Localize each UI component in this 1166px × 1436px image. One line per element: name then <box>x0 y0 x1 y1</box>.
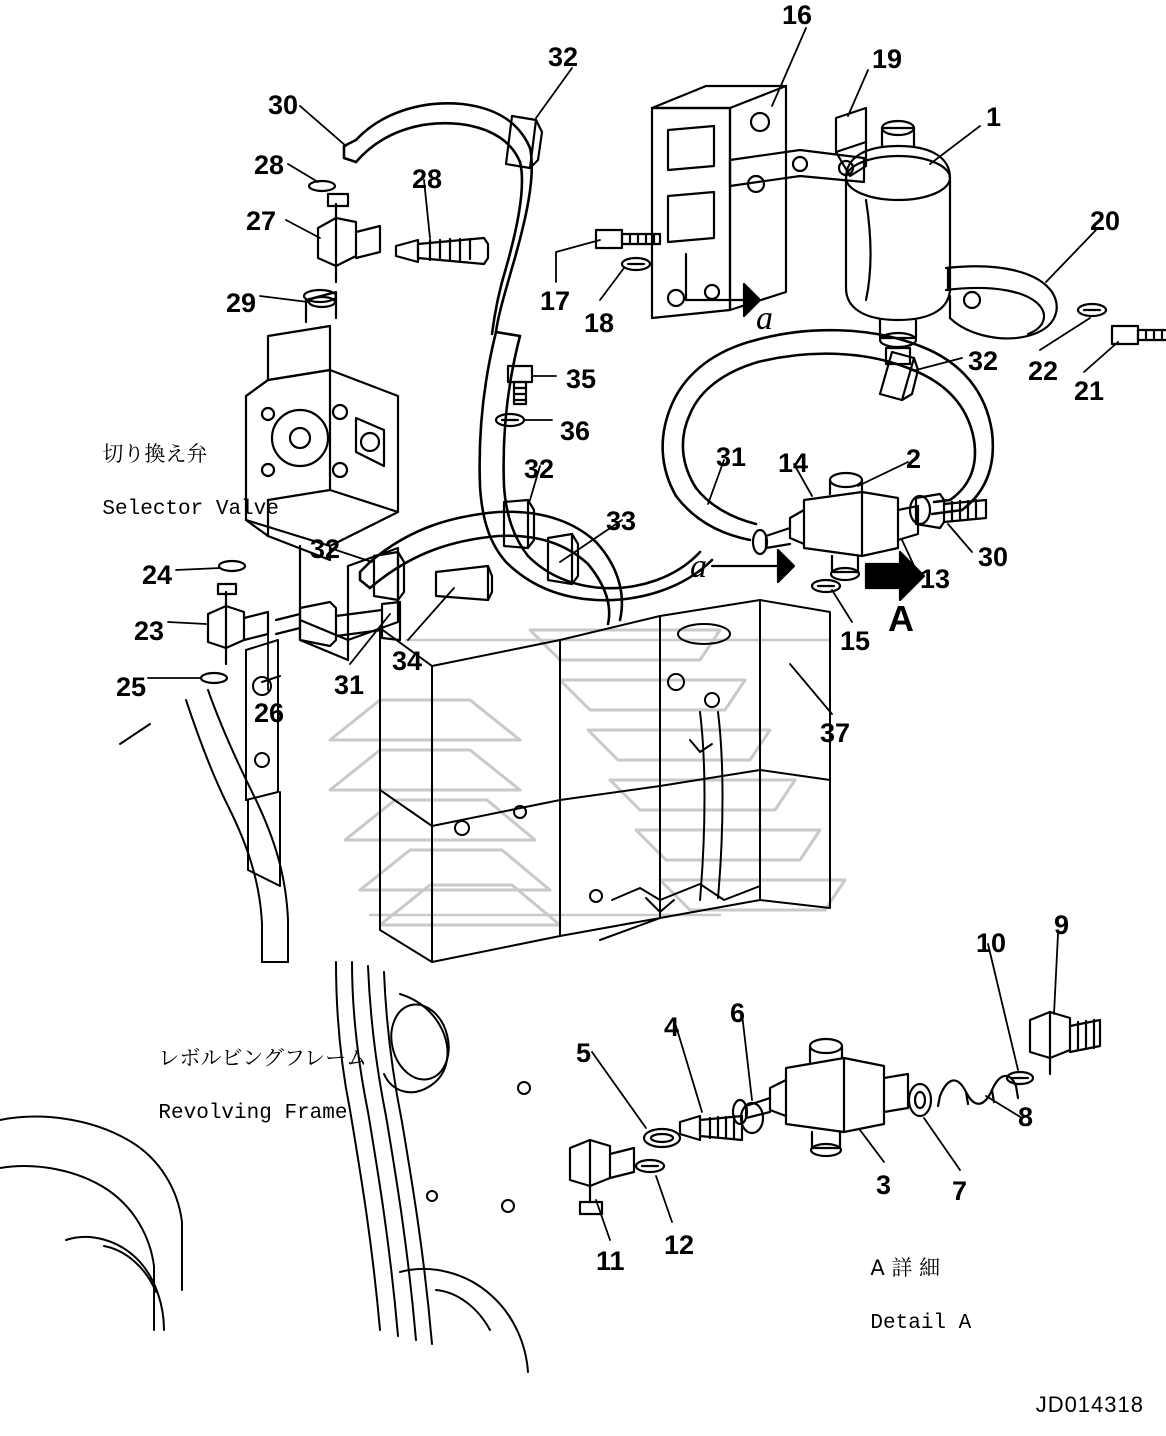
callout-4: 4 <box>664 1012 680 1042</box>
callout-15: 15 <box>840 626 871 656</box>
callout-14: 14 <box>778 448 809 478</box>
section-letter-a-top: a <box>756 300 773 337</box>
callout-30: 30 <box>978 542 1009 572</box>
callout-26: 26 <box>254 698 285 728</box>
fitting-27 <box>318 194 380 282</box>
callout-33: 33 <box>606 506 637 536</box>
document-id: JD014318 <box>1035 1392 1144 1417</box>
callout-32: 32 <box>968 346 999 376</box>
callout-9: 9 <box>1054 910 1070 940</box>
callout-18: 18 <box>584 308 615 338</box>
callout-32: 32 <box>524 454 555 484</box>
callout-2: 2 <box>906 444 922 474</box>
oring-10 <box>1007 1072 1033 1084</box>
callout-29: 29 <box>226 288 257 318</box>
label-selector-valve-jp: 切り換え弁 <box>102 442 208 467</box>
callout-23: 23 <box>134 616 165 646</box>
stud-4 <box>680 1116 742 1140</box>
detail-a-valve-3 <box>733 1039 908 1156</box>
label-detail-a-jp: A 詳 細 <box>870 1256 941 1281</box>
section-arrow-a-mid <box>712 550 794 582</box>
washer-6 <box>741 1103 763 1133</box>
callout-28: 28 <box>412 164 443 194</box>
fitting-11 <box>570 1140 634 1214</box>
section-letter-a-mid: a <box>690 548 707 585</box>
bolt-21 <box>1112 326 1166 344</box>
callout-35: 35 <box>566 364 597 394</box>
oring-5 <box>644 1129 680 1147</box>
callout-37: 37 <box>820 718 851 748</box>
section-letter-A: A <box>888 598 914 639</box>
oring-24 <box>219 561 245 571</box>
callout-27: 27 <box>246 206 277 236</box>
callout-24: 24 <box>142 560 173 590</box>
callout-31: 31 <box>334 670 365 700</box>
callout-3: 3 <box>876 1170 892 1200</box>
hose-sleeve-33 <box>436 566 492 600</box>
callout-32: 32 <box>548 42 579 72</box>
fitting-23 <box>201 561 268 683</box>
callout-21: 21 <box>1074 376 1105 406</box>
callout-20: 20 <box>1090 206 1121 236</box>
callout-5: 5 <box>576 1038 592 1068</box>
callout-17: 17 <box>540 286 571 316</box>
hose-clamp-32-left <box>374 552 404 600</box>
spring-8 <box>938 1076 1018 1106</box>
callout-34: 34 <box>392 646 423 676</box>
oring-15 <box>812 580 840 592</box>
stud-28 <box>396 238 488 264</box>
washer-13 <box>910 496 930 524</box>
callout-10: 10 <box>976 928 1007 958</box>
oring-28-left <box>309 181 335 191</box>
callout-28: 28 <box>254 150 285 180</box>
callout-16: 16 <box>782 0 813 30</box>
callout-31: 31 <box>716 442 747 472</box>
bolt-17 <box>596 230 660 248</box>
label-detail-a-en: Detail A <box>870 1311 972 1335</box>
washer-18 <box>622 258 650 270</box>
oring-25 <box>201 673 227 683</box>
callout-32: 32 <box>310 534 341 564</box>
revolving-frame-outline <box>0 600 830 1372</box>
callout-19: 19 <box>872 44 903 74</box>
label-revolving-frame-en: Revolving Frame <box>158 1101 348 1125</box>
hose-top-left <box>344 103 532 334</box>
callout-13: 13 <box>920 564 951 594</box>
washer-22 <box>1078 304 1106 316</box>
callout-8: 8 <box>1018 1102 1034 1132</box>
band-20 <box>946 266 1057 338</box>
oring-12 <box>636 1160 664 1172</box>
callout-12: 12 <box>664 1230 695 1260</box>
label-revolving-frame <box>108 1019 367 1153</box>
callout-36: 36 <box>560 416 591 446</box>
section-arrow-a-top <box>686 254 760 316</box>
oring-7 <box>909 1084 931 1116</box>
callout-22: 22 <box>1028 356 1059 386</box>
callout-30: 30 <box>268 90 299 120</box>
callout-1: 1 <box>986 102 1002 132</box>
fitting-9 <box>1030 1012 1100 1074</box>
bracket-16 <box>652 86 864 318</box>
section-arrow-A <box>866 552 924 600</box>
hose-clamp-32-top <box>506 116 542 168</box>
label-detail-a <box>820 1229 971 1363</box>
callout-11: 11 <box>596 1246 625 1276</box>
callout-7: 7 <box>952 1176 968 1206</box>
callout-6: 6 <box>730 998 746 1028</box>
label-revolving-frame-jp: レボルビングフレーム <box>158 1046 368 1071</box>
label-selector-valve-en: Selector Valve <box>102 497 279 521</box>
label-selector-valve <box>52 415 279 549</box>
callout-25: 25 <box>116 672 147 702</box>
